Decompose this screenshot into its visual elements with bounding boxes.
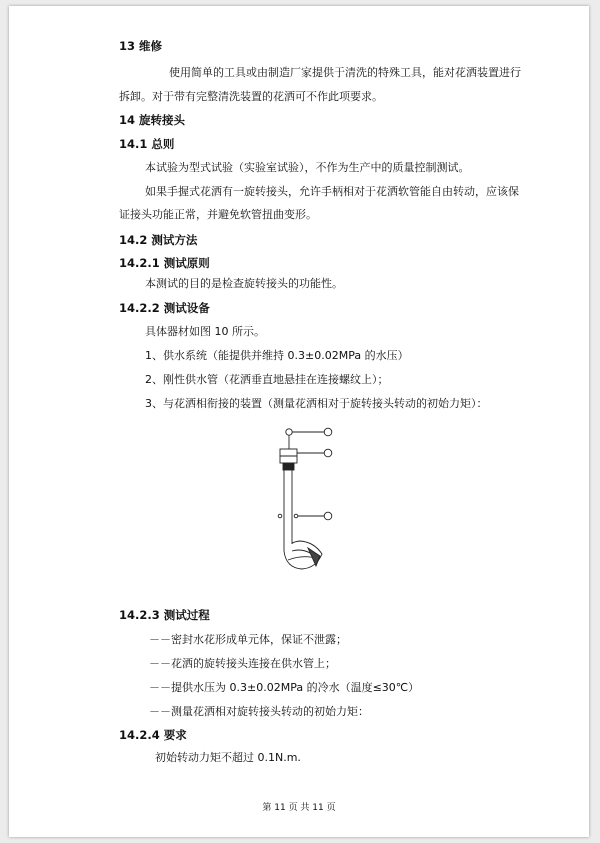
procedure-step: －－花洒的旋转接头连接在供水管上； (149, 657, 336, 670)
equipment-item: 1、供水系统（能提供并维持 0.3±0.02MPa 的水压） (145, 349, 409, 362)
section-14-1-heading: 14.1 总则 (119, 137, 175, 151)
procedure-step: －－测量花洒相对旋转接头转动的初始力矩： (149, 705, 369, 718)
callout-2-circle (324, 449, 332, 457)
section-13-heading: 13 维修 (119, 39, 163, 53)
section-14-1-paragraph2-line2: 证接头功能正常，并避免软管扭曲变形。 (119, 208, 317, 221)
section-14-2-4-heading: 14.2.4 要求 (119, 728, 187, 742)
section-14-2-heading: 14.2 测试方法 (119, 233, 198, 247)
swivel-joint (283, 463, 294, 470)
section-14-1-paragraph2-line1: 如果手握式花洒有一旋转接头，允许手柄相对于花洒软管能自由转动，应该保 (145, 185, 519, 198)
section-14-1-paragraph1: 本试验为型式试验（实验室试验），不作为生产中的质量控制测试。 (145, 161, 470, 174)
requirement-paragraph: 初始转动力矩不超过 0.1N.m. (155, 751, 301, 764)
section-13-paragraph-line1: 使用简单的工具或由制造厂家提供于清洗的特殊工具，能对花洒装置进行 (169, 66, 521, 79)
procedure-step: －－提供水压为 0.3±0.02MPa 的冷水（温度≤30℃） (149, 681, 420, 694)
section-14-2-2-paragraph: 具体器材如图 10 所示。 (145, 325, 265, 338)
section-13-paragraph-line2: 拆卸。对于带有完整清洗装置的花洒可不作此项要求。 (119, 90, 383, 103)
section-14-heading: 14 旋转接头 (119, 113, 186, 127)
callout-3-circle (324, 512, 332, 520)
section-14-2-1-heading: 14.2.1 测试原则 (119, 256, 210, 270)
callout-1-circle (324, 428, 332, 436)
document-page (9, 6, 589, 837)
equipment-item: 2、刚性供水管（花洒垂直地悬挂在连接螺纹上）； (145, 373, 389, 386)
procedure-step: －－密封水花形成单元体，保证不泄露； (149, 633, 347, 646)
section-14-2-1-paragraph: 本测试的目的是检查旋转接头的功能性。 (145, 277, 343, 290)
test-apparatus-figure (264, 426, 349, 576)
equipment-item: 3、与花洒相衔接的装置（测量花洒相对于旋转接头转动的初始力矩）： (145, 397, 488, 410)
section-14-2-2-heading: 14.2.2 测试设备 (119, 301, 210, 315)
section-14-2-3-heading: 14.2.3 测试过程 (119, 608, 210, 622)
page-footer: 第 11 页 共 11 页 (262, 803, 336, 813)
callout-1-anchor (286, 429, 292, 435)
